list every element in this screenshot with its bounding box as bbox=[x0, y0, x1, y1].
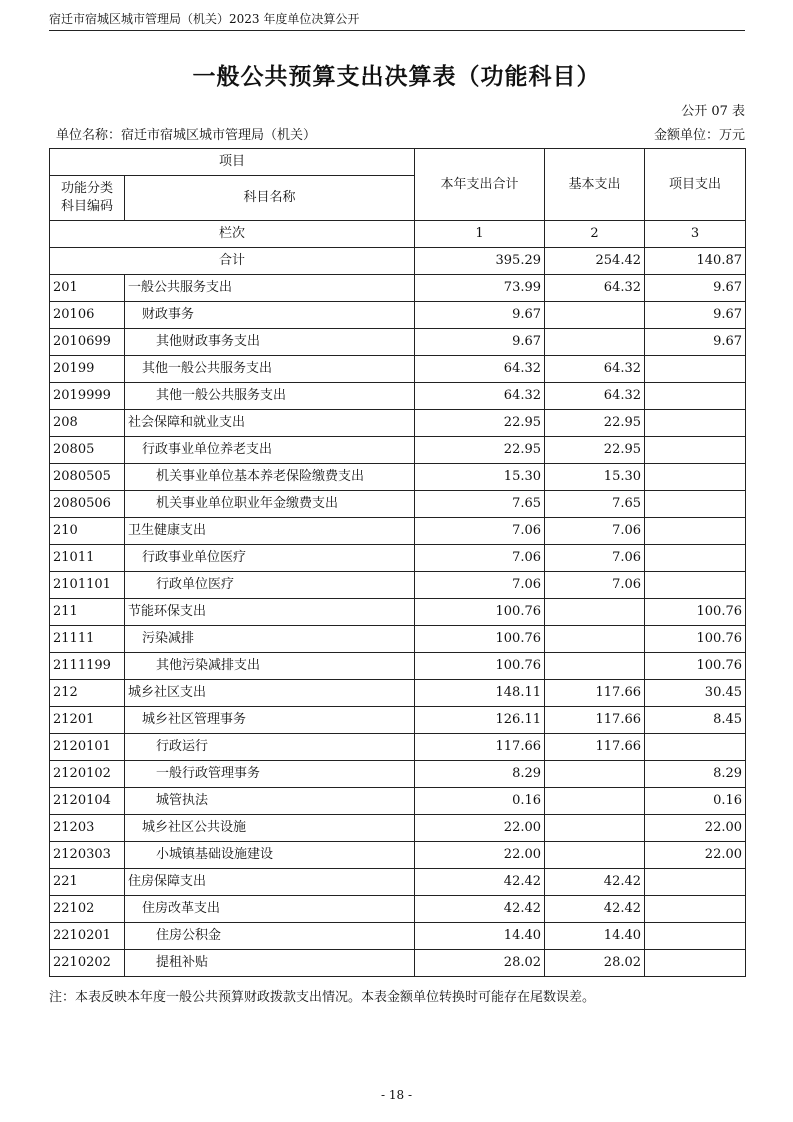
row-code: 211 bbox=[50, 599, 125, 626]
row-subject-name: 城乡社区管理事务 bbox=[125, 707, 415, 734]
table-row bbox=[50, 761, 746, 788]
table-row bbox=[50, 788, 746, 815]
row-basic: 42.42 bbox=[545, 869, 645, 896]
row-total: 22.95 bbox=[415, 410, 545, 437]
row-basic bbox=[545, 815, 645, 842]
row-basic: 7.06 bbox=[545, 518, 645, 545]
row-basic bbox=[545, 788, 645, 815]
row-code: 2080505 bbox=[50, 464, 125, 491]
header-project: 项目 bbox=[50, 149, 415, 176]
row-subject-name: 社会保障和就业支出 bbox=[125, 410, 415, 437]
row-code: 2210202 bbox=[50, 950, 125, 977]
row-project: 9.67 bbox=[645, 275, 746, 302]
row-project bbox=[645, 896, 746, 923]
row-total: 14.40 bbox=[415, 923, 545, 950]
table-number: 公开 07 表 bbox=[681, 104, 745, 119]
row-subject-name: 一般行政管理事务 bbox=[125, 761, 415, 788]
table-note: 注：本表反映本年度一般公共预算财政拨款支出情况。本表金额单位转换时可能存在尾数误差。 bbox=[49, 990, 596, 1005]
table-row bbox=[50, 410, 746, 437]
row-project bbox=[645, 923, 746, 950]
row-project: 100.76 bbox=[645, 653, 746, 680]
row-subject-name: 行政事业单位医疗 bbox=[125, 545, 415, 572]
table-row bbox=[50, 869, 746, 896]
row-code: 2010699 bbox=[50, 329, 125, 356]
row-basic: 14.40 bbox=[545, 923, 645, 950]
row-project bbox=[645, 491, 746, 518]
row-code: 210 bbox=[50, 518, 125, 545]
row-total: 28.02 bbox=[415, 950, 545, 977]
row-code: 2101101 bbox=[50, 572, 125, 599]
table-row bbox=[50, 275, 746, 302]
column-3: 3 bbox=[645, 221, 746, 248]
column-2: 2 bbox=[545, 221, 645, 248]
row-total: 8.29 bbox=[415, 761, 545, 788]
row-project: 22.00 bbox=[645, 815, 746, 842]
row-code: 2120104 bbox=[50, 788, 125, 815]
header-project-expense: 项目支出 bbox=[645, 149, 746, 221]
table-row bbox=[50, 923, 746, 950]
table-row bbox=[50, 707, 746, 734]
row-subject-name: 污染减排 bbox=[125, 626, 415, 653]
row-basic: 117.66 bbox=[545, 680, 645, 707]
row-total: 64.32 bbox=[415, 383, 545, 410]
row-project bbox=[645, 734, 746, 761]
row-total: 117.66 bbox=[415, 734, 545, 761]
row-basic bbox=[545, 302, 645, 329]
table-row bbox=[50, 302, 746, 329]
row-total: 9.67 bbox=[415, 302, 545, 329]
row-total: 22.00 bbox=[415, 842, 545, 869]
row-total: 100.76 bbox=[415, 626, 545, 653]
row-basic: 117.66 bbox=[545, 707, 645, 734]
table-row bbox=[50, 437, 746, 464]
row-total: 148.11 bbox=[415, 680, 545, 707]
row-subject-name: 卫生健康支出 bbox=[125, 518, 415, 545]
row-code: 2111199 bbox=[50, 653, 125, 680]
row-subject-name: 行政单位医疗 bbox=[125, 572, 415, 599]
row-code: 21111 bbox=[50, 626, 125, 653]
table-row bbox=[50, 356, 746, 383]
unit-name: 单位名称：宿迁市宿城区城市管理局（机关） bbox=[56, 128, 317, 143]
table-row bbox=[50, 518, 746, 545]
row-subject-name: 提租补贴 bbox=[125, 950, 415, 977]
table-row bbox=[50, 680, 746, 707]
row-code: 22102 bbox=[50, 896, 125, 923]
table-body bbox=[50, 275, 746, 977]
table-row bbox=[50, 599, 746, 626]
row-code: 2210201 bbox=[50, 923, 125, 950]
row-project bbox=[645, 464, 746, 491]
row-basic: 64.32 bbox=[545, 356, 645, 383]
row-code: 221 bbox=[50, 869, 125, 896]
row-project: 9.67 bbox=[645, 329, 746, 356]
row-basic: 7.06 bbox=[545, 545, 645, 572]
row-basic: 42.42 bbox=[545, 896, 645, 923]
row-project: 8.45 bbox=[645, 707, 746, 734]
row-total: 100.76 bbox=[415, 599, 545, 626]
row-project bbox=[645, 383, 746, 410]
row-subject-name: 其他污染减排支出 bbox=[125, 653, 415, 680]
row-basic bbox=[545, 329, 645, 356]
row-total: 100.76 bbox=[415, 653, 545, 680]
header-total: 本年支出合计 bbox=[415, 149, 545, 221]
total-row-basic: 254.42 bbox=[545, 248, 645, 275]
row-total: 22.95 bbox=[415, 437, 545, 464]
row-basic bbox=[545, 599, 645, 626]
table-row bbox=[50, 815, 746, 842]
row-total: 73.99 bbox=[415, 275, 545, 302]
total-row-label: 合计 bbox=[50, 248, 415, 275]
table-row bbox=[50, 653, 746, 680]
table-row bbox=[50, 950, 746, 977]
row-code: 208 bbox=[50, 410, 125, 437]
row-subject-name: 行政事业单位养老支出 bbox=[125, 437, 415, 464]
row-total: 42.42 bbox=[415, 896, 545, 923]
row-total: 7.06 bbox=[415, 518, 545, 545]
row-project: 22.00 bbox=[645, 842, 746, 869]
row-subject-name: 城管执法 bbox=[125, 788, 415, 815]
table-row bbox=[50, 464, 746, 491]
row-subject-name: 小城镇基础设施建设 bbox=[125, 842, 415, 869]
table-row bbox=[50, 734, 746, 761]
row-subject-name: 节能环保支出 bbox=[125, 599, 415, 626]
column-row-label: 栏次 bbox=[50, 221, 415, 248]
row-project: 0.16 bbox=[645, 788, 746, 815]
table-row bbox=[50, 383, 746, 410]
row-project bbox=[645, 437, 746, 464]
total-row-project: 140.87 bbox=[645, 248, 746, 275]
row-basic bbox=[545, 761, 645, 788]
row-subject-name: 行政运行 bbox=[125, 734, 415, 761]
row-project bbox=[645, 545, 746, 572]
row-total: 126.11 bbox=[415, 707, 545, 734]
row-project bbox=[645, 572, 746, 599]
column-1: 1 bbox=[415, 221, 545, 248]
row-basic: 117.66 bbox=[545, 734, 645, 761]
row-basic: 22.95 bbox=[545, 410, 645, 437]
row-basic: 28.02 bbox=[545, 950, 645, 977]
row-total: 15.30 bbox=[415, 464, 545, 491]
row-subject-name: 一般公共服务支出 bbox=[125, 275, 415, 302]
row-basic: 15.30 bbox=[545, 464, 645, 491]
row-subject-name: 城乡社区支出 bbox=[125, 680, 415, 707]
row-basic: 22.95 bbox=[545, 437, 645, 464]
page-number: - 18 - bbox=[380, 1088, 412, 1102]
row-subject-name: 住房改革支出 bbox=[125, 896, 415, 923]
table-row bbox=[50, 896, 746, 923]
row-basic: 64.32 bbox=[545, 383, 645, 410]
row-code: 2120101 bbox=[50, 734, 125, 761]
header-subject-name: 科目名称 bbox=[125, 176, 415, 221]
row-project bbox=[645, 869, 746, 896]
row-project bbox=[645, 950, 746, 977]
total-row-total: 395.29 bbox=[415, 248, 545, 275]
row-subject-name: 其他财政事务支出 bbox=[125, 329, 415, 356]
row-code: 20805 bbox=[50, 437, 125, 464]
table-row bbox=[50, 626, 746, 653]
row-project: 100.76 bbox=[645, 626, 746, 653]
row-code: 21011 bbox=[50, 545, 125, 572]
row-subject-name: 其他一般公共服务支出 bbox=[125, 356, 415, 383]
header-code: 功能分类 科目编码 bbox=[50, 176, 125, 221]
row-basic: 7.06 bbox=[545, 572, 645, 599]
table-row bbox=[50, 329, 746, 356]
header-basic: 基本支出 bbox=[545, 149, 645, 221]
row-basic bbox=[545, 653, 645, 680]
table-row bbox=[50, 572, 746, 599]
row-total: 22.00 bbox=[415, 815, 545, 842]
row-code: 2120102 bbox=[50, 761, 125, 788]
row-subject-name: 其他一般公共服务支出 bbox=[125, 383, 415, 410]
row-total: 7.06 bbox=[415, 572, 545, 599]
row-project: 9.67 bbox=[645, 302, 746, 329]
budget-table bbox=[49, 148, 746, 977]
row-project bbox=[645, 518, 746, 545]
row-code: 20106 bbox=[50, 302, 125, 329]
row-subject-name: 机关事业单位基本养老保险缴费支出 bbox=[125, 464, 415, 491]
amount-unit: 金额单位：万元 bbox=[653, 128, 745, 143]
row-total: 7.06 bbox=[415, 545, 545, 572]
table-row bbox=[50, 491, 746, 518]
row-code: 201 bbox=[50, 275, 125, 302]
row-project: 30.45 bbox=[645, 680, 746, 707]
row-project: 8.29 bbox=[645, 761, 746, 788]
row-code: 2019999 bbox=[50, 383, 125, 410]
row-subject-name: 住房保障支出 bbox=[125, 869, 415, 896]
row-project bbox=[645, 356, 746, 383]
row-subject-name: 城乡社区公共设施 bbox=[125, 815, 415, 842]
row-code: 20199 bbox=[50, 356, 125, 383]
row-project: 100.76 bbox=[645, 599, 746, 626]
row-basic: 7.65 bbox=[545, 491, 645, 518]
row-total: 64.32 bbox=[415, 356, 545, 383]
row-basic: 64.32 bbox=[545, 275, 645, 302]
page-title: 一般公共预算支出决算表（功能科目） bbox=[192, 64, 601, 90]
row-code: 21203 bbox=[50, 815, 125, 842]
row-project bbox=[645, 410, 746, 437]
row-subject-name: 财政事务 bbox=[125, 302, 415, 329]
row-total: 0.16 bbox=[415, 788, 545, 815]
row-code: 2080506 bbox=[50, 491, 125, 518]
page-header: 宿迁市宿城区城市管理局（机关）2023 年度单位决算公开 bbox=[49, 12, 360, 26]
row-subject-name: 机关事业单位职业年金缴费支出 bbox=[125, 491, 415, 518]
row-basic bbox=[545, 626, 645, 653]
row-code: 21201 bbox=[50, 707, 125, 734]
table-row bbox=[50, 545, 746, 572]
header-rule bbox=[49, 30, 745, 31]
row-basic bbox=[545, 842, 645, 869]
row-code: 2120303 bbox=[50, 842, 125, 869]
row-total: 42.42 bbox=[415, 869, 545, 896]
row-subject-name: 住房公积金 bbox=[125, 923, 415, 950]
table-row bbox=[50, 842, 746, 869]
row-total: 9.67 bbox=[415, 329, 545, 356]
row-total: 7.65 bbox=[415, 491, 545, 518]
row-code: 212 bbox=[50, 680, 125, 707]
